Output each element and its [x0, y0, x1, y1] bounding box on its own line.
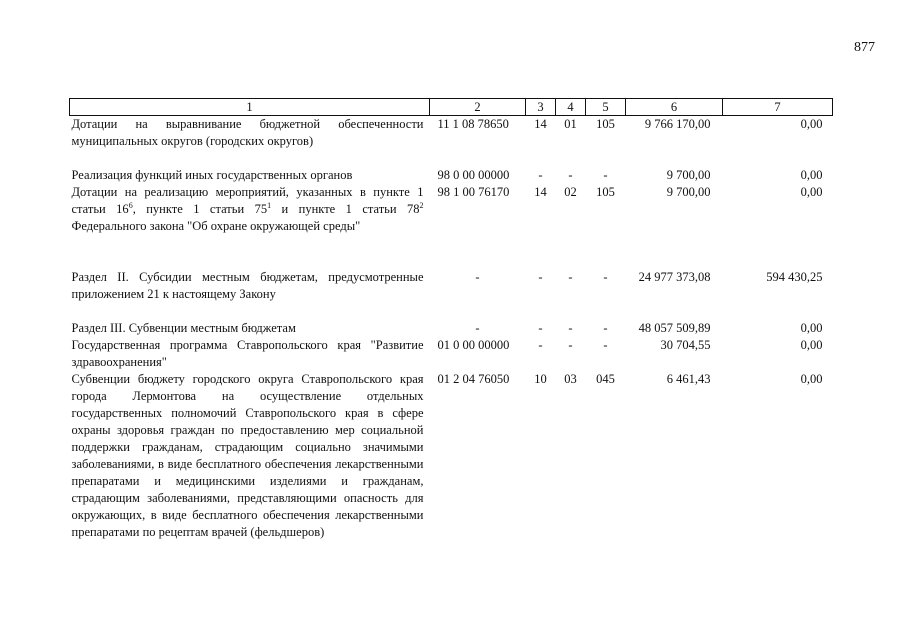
row-amount2: 0,00 [800, 117, 823, 131]
header-col-4: 4 [556, 99, 586, 116]
row-col4: - [568, 338, 573, 352]
row-amount2: 0,00 [800, 321, 823, 335]
header-col-1: 1 [70, 99, 430, 116]
row-name: Реализация функций иных государственных органов [71, 168, 353, 182]
row-name-part: Дотации на реализацию мероприятий, указанных в пункте 1 статьи 16 [71, 185, 424, 216]
row-amount2: 594 430,25 [766, 270, 823, 284]
superscript: 6 [128, 201, 133, 210]
header-col-7: 7 [723, 99, 833, 116]
row-col3: 10 [534, 372, 547, 386]
row-col3: - [538, 321, 543, 335]
table-row [70, 320, 833, 337]
budget-table [69, 98, 833, 541]
row-code: 01 2 04 76050 [437, 372, 510, 386]
spacer-row [70, 235, 833, 252]
row-col4: - [568, 270, 573, 284]
spacer-row [70, 303, 833, 320]
header-col-5: 5 [586, 99, 626, 116]
row-col4: - [568, 168, 573, 182]
table-row [70, 269, 833, 303]
row-name [70, 184, 430, 235]
row-code: - [475, 270, 480, 284]
row-amount: 9 700,00 [666, 168, 711, 182]
row-col5: 045 [596, 372, 615, 386]
table-row [70, 184, 833, 235]
row-col3: - [538, 168, 543, 182]
row-code: 98 1 00 76170 [437, 185, 510, 199]
superscript: 1 [267, 201, 272, 210]
row-col3: 14 [534, 117, 547, 131]
row-amount: 48 057 509,89 [638, 321, 711, 335]
row-name: Государственная программа Ставропольского края "Развитие здравоохранения" [71, 338, 424, 369]
row-code: 01 0 00 00000 [437, 338, 510, 352]
row-name-part: и пункте 1 статьи 78 [271, 202, 420, 216]
row-amount2: 0,00 [800, 372, 823, 386]
row-col5: 105 [596, 185, 615, 199]
row-amount: 6 461,43 [666, 372, 711, 386]
superscript: 2 [419, 201, 424, 210]
row-name-part: , пункте 1 статьи 75 [132, 202, 268, 216]
row-col5: - [603, 270, 608, 284]
row-name: Дотации на выравнивание бюджетной обеспеченности муниципальных округов (городских округов) [71, 117, 424, 148]
row-col3: 14 [534, 185, 547, 199]
table-row [70, 337, 833, 371]
row-col3: - [538, 338, 543, 352]
row-col5: - [603, 168, 608, 182]
row-amount: 24 977 373,08 [638, 270, 711, 284]
row-col4: 02 [564, 185, 577, 199]
header-col-2: 2 [430, 99, 526, 116]
table-row [70, 371, 833, 541]
row-amount2: 0,00 [800, 338, 823, 352]
row-name: Раздел III. Субвенции местным бюджетам [71, 321, 296, 335]
row-code: 98 0 00 00000 [437, 168, 510, 182]
row-col5: 105 [596, 117, 615, 131]
row-name-part: Федерального закона "Об охране окружающей среды" [71, 219, 361, 233]
budget-table-container [69, 98, 832, 541]
spacer-row [70, 252, 833, 269]
row-amount2: 0,00 [800, 185, 823, 199]
row-col3: - [538, 270, 543, 284]
row-name: Субвенции бюджету городского округа Ставропольского края города Лермонтова на осуществление отдельных государственных полномочий Ставропольского края в сфере охраны здоровья граждан по предоставлению мер социальной поддержки гражданам, страдающим социально значимыми заболеваниями, в виде бесплатного обеспечения лекарственными препаратами и медицинскими изделиями и гражданам, страдающим заболеваниями, представляющими опасность для окружающих, в виде бесплатного обеспечения лекарственными препаратами по рецептам врачей (фельдшеров) [71, 372, 424, 539]
header-col-3: 3 [526, 99, 556, 116]
row-amount: 9 700,00 [666, 185, 711, 199]
spacer-row [70, 150, 833, 167]
table-row [70, 116, 833, 151]
table-row [70, 167, 833, 184]
row-amount2: 0,00 [800, 168, 823, 182]
row-amount: 30 704,55 [660, 338, 711, 352]
page-number: 877 [854, 40, 875, 55]
row-col5: - [603, 321, 608, 335]
row-col4: - [568, 321, 573, 335]
row-code: 11 1 08 78650 [437, 117, 509, 131]
row-code: - [475, 321, 480, 335]
header-row [70, 99, 833, 116]
row-name: Раздел II. Субсидии местным бюджетам, предусмотренные приложением 21 к настоящему Закону [71, 270, 424, 301]
row-col4: 01 [564, 117, 577, 131]
row-col4: 03 [564, 372, 577, 386]
header-col-6: 6 [626, 99, 723, 116]
row-amount: 9 766 170,00 [644, 117, 711, 131]
row-col5: - [603, 338, 608, 352]
